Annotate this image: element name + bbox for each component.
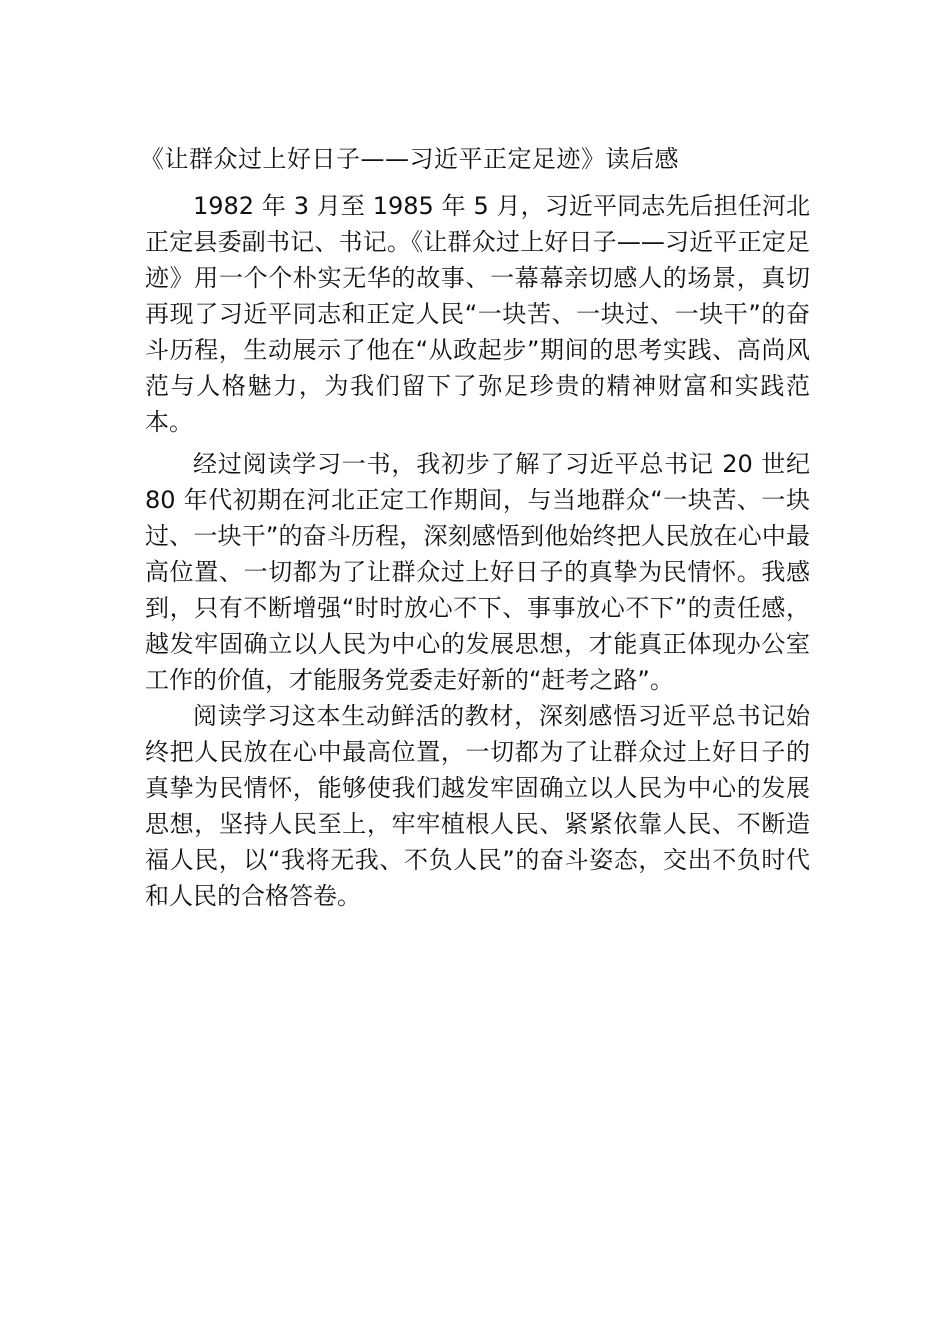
paragraph-2: 经过阅读学习一书，我初步了解了习近平总书记 20 世纪 80 年代初期在河北正定工作期间，与当地群众“一块苦、一块过、一块干”的奋斗历程，深刻感悟到他始终把人民放在心中最高位置、一切都为了让群众过上好日子的真挚为民情怀。我感到，只有不断增强“时时放心不下、事事放心不下”的责任感，越发牢固确立以人民为中心的发展思想，才能真正体现办公室工作的价值，才能服务党委走好新的“赶考之路”。	[145, 450, 810, 694]
document-title: 《让群众过上好日子——习近平正定足迹》读后感	[140, 145, 679, 173]
paragraph-1: 1982 年 3 月至 1985 年 5 月，习近平同志先后担任河北正定县委副书记、书记。《让群众过上好日子——习近平正定足迹》用一个个朴实无华的故事、一幕幕亲切感人的场景，真切再现了习近平同志和正定人民“一块苦、一块过、一块干”的奋斗历程，生动展示了他在“从政起步”期间的思考实践、高尚风范与人格魅力，为我们留下了弥足珍贵的精神财富和实践范本。	[145, 192, 810, 436]
document-body	[145, 188, 810, 914]
paragraph-3: 阅读学习这本生动鲜活的教材，深刻感悟习近平总书记始终把人民放在心中最高位置，一切都为了让群众过上好日子的真挚为民情怀，能够使我们越发牢固确立以人民为中心的发展思想，坚持人民至上，牢牢植根人民、紧紧依靠人民、不断造福人民，以“我将无我、不负人民”的奋斗姿态，交出不负时代和人民的合格答卷。	[145, 702, 810, 910]
